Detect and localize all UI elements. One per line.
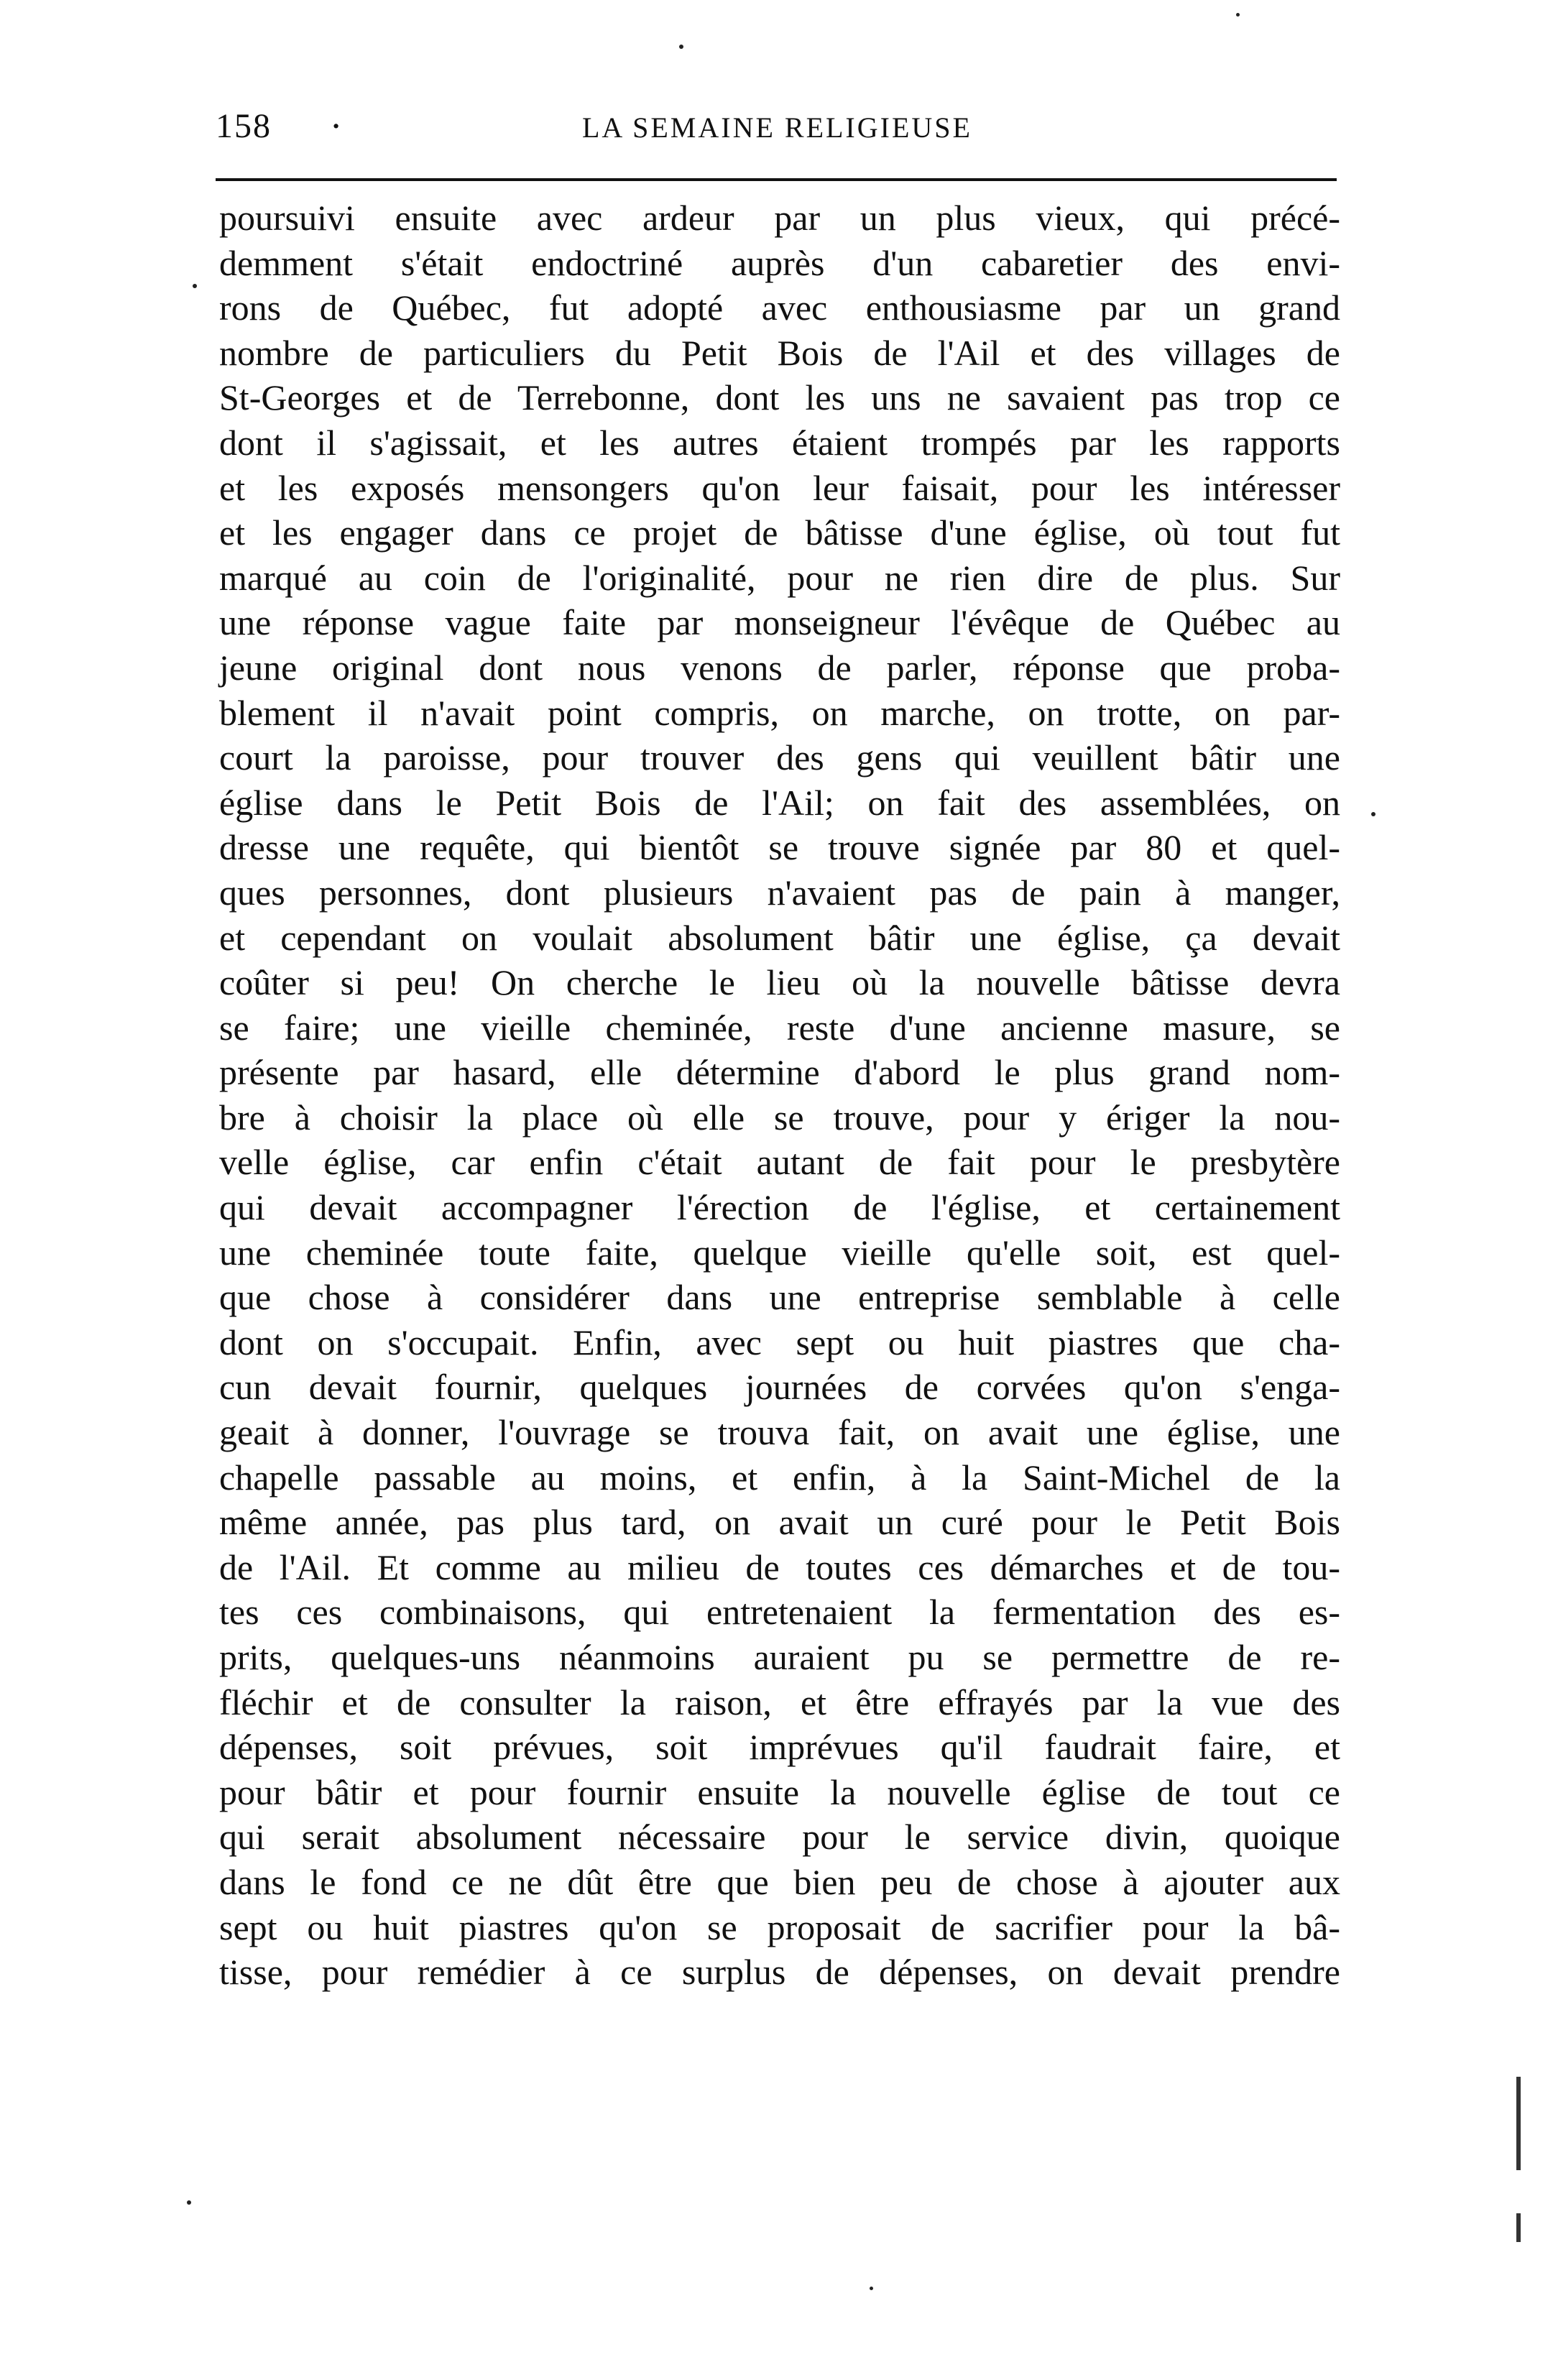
- text-line: sept ou huit piastres qu'on se proposait de sacrifier pour la bâ-: [219, 1906, 1340, 1947]
- running-title: LA SEMAINE RELIGIEUSE: [582, 111, 972, 144]
- scan-speck: [193, 284, 197, 288]
- text-line: tisse, pour remédier à ce surplus de dépenses, on devait prendre: [219, 1952, 1340, 1993]
- text-line: nombre de particuliers du Petit Bois de l'Ail et des villages de: [219, 332, 1340, 373]
- text-line: et les engager dans ce projet de bâtisse d'une église, où tout fut: [219, 512, 1340, 553]
- text-line: pour bâtir et pour fournir ensuite la nouvelle église de tout ce: [219, 1771, 1340, 1812]
- text-line: coûter si peu! On cherche le lieu où la nouvelle bâtisse devra: [219, 962, 1340, 1003]
- text-line: ques personnes, dont plusieurs n'avaient pas de pain à manger,: [219, 872, 1340, 913]
- scan-speck: [187, 2200, 191, 2205]
- header-bullet: ·: [331, 106, 342, 147]
- text-line: fléchir et de consulter la raison, et être effrayés par la vue des: [219, 1682, 1340, 1722]
- text-line: présente par hasard, elle détermine d'abord le plus grand nom-: [219, 1052, 1340, 1093]
- text-line: une cheminée toute faite, quelque vieille qu'elle soit, est quel-: [219, 1232, 1340, 1273]
- page-number: 158: [216, 107, 272, 145]
- text-line: chapelle passable au moins, et enfin, à la Saint-Michel de la: [219, 1457, 1340, 1498]
- text-line: demment s'était endoctriné auprès d'un cabaretier des envi-: [219, 242, 1340, 283]
- scan-speck: [1371, 812, 1375, 816]
- text-line: poursuivi ensuite avec ardeur par un plus vieux, qui précé-: [219, 198, 1340, 238]
- body-text: [219, 195, 1340, 1995]
- text-line: une réponse vague faite par monseigneur l'évêque de Québec au: [219, 602, 1340, 643]
- text-line: marqué au coin de l'originalité, pour ne rien dire de plus. Sur: [219, 557, 1340, 598]
- text-line: se faire; une vieille cheminée, reste d'une ancienne masure, se: [219, 1007, 1340, 1048]
- text-line: St-Georges et de Terrebonne, dont les uns ne savaient pas trop ce: [219, 377, 1340, 418]
- text-line: même année, pas plus tard, on avait un curé pour le Petit Bois: [219, 1502, 1340, 1543]
- page-header: [216, 106, 1337, 157]
- text-line: tes ces combinaisons, qui entretenaient la fermentation des es-: [219, 1592, 1340, 1633]
- text-line: dépenses, soit prévues, soit imprévues qu'il faudrait faire, et: [219, 1727, 1340, 1768]
- text-line: court la paroisse, pour trouver des gens qui veuillent bâtir une: [219, 737, 1340, 778]
- text-line: que chose à considérer dans une entreprise semblable à celle: [219, 1277, 1340, 1318]
- text-line: et cependant on voulait absolument bâtir une église, ça devait: [219, 917, 1340, 958]
- text-line: dans le fond ce ne dût être que bien peu de chose à ajouter aux: [219, 1861, 1340, 1902]
- text-line: dont il s'agissait, et les autres étaient trompés par les rapports: [219, 422, 1340, 463]
- text-line: dont on s'occupait. Enfin, avec sept ou huit piastres que cha-: [219, 1322, 1340, 1362]
- text-line: velle église, car enfin c'était autant de fait pour le presbytère: [219, 1142, 1340, 1183]
- text-line: blement il n'avait point compris, on marche, on trotte, on par-: [219, 692, 1340, 733]
- text-line: qui serait absolument nécessaire pour le service divin, quoique: [219, 1817, 1340, 1858]
- scan-edge-mark: [1516, 2213, 1521, 2242]
- scan-speck: [679, 45, 683, 49]
- text-line: église dans le Petit Bois de l'Ail; on fait des assemblées, on: [219, 782, 1340, 823]
- text-line: geait à donner, l'ouvrage se trouva fait, on avait une église, une: [219, 1412, 1340, 1453]
- text-line: cun devait fournir, quelques journées de corvées qu'on s'enga-: [219, 1367, 1340, 1408]
- text-line: prits, quelques-uns néanmoins auraient pu se permettre de re-: [219, 1637, 1340, 1677]
- text-line: bre à choisir la place où elle se trouve, pour y ériger la nou-: [219, 1097, 1340, 1138]
- header-rule: [216, 178, 1337, 181]
- scan-edge-mark: [1516, 2077, 1521, 2170]
- scan-speck: [1236, 13, 1240, 17]
- text-line: qui devait accompagner l'érection de l'église, et certainement: [219, 1187, 1340, 1228]
- text-line: et les exposés mensongers qu'on leur faisait, pour les intéresser: [219, 467, 1340, 508]
- text-line: de l'Ail. Et comme au milieu de toutes ces démarches et de tou-: [219, 1546, 1340, 1587]
- text-line: jeune original dont nous venons de parler, réponse que proba-: [219, 647, 1340, 688]
- text-line: rons de Québec, fut adopté avec enthousiasme par un grand: [219, 287, 1340, 328]
- text-line: dresse une requête, qui bientôt se trouve signée par 80 et quel-: [219, 827, 1340, 868]
- scan-speck: [870, 2287, 873, 2290]
